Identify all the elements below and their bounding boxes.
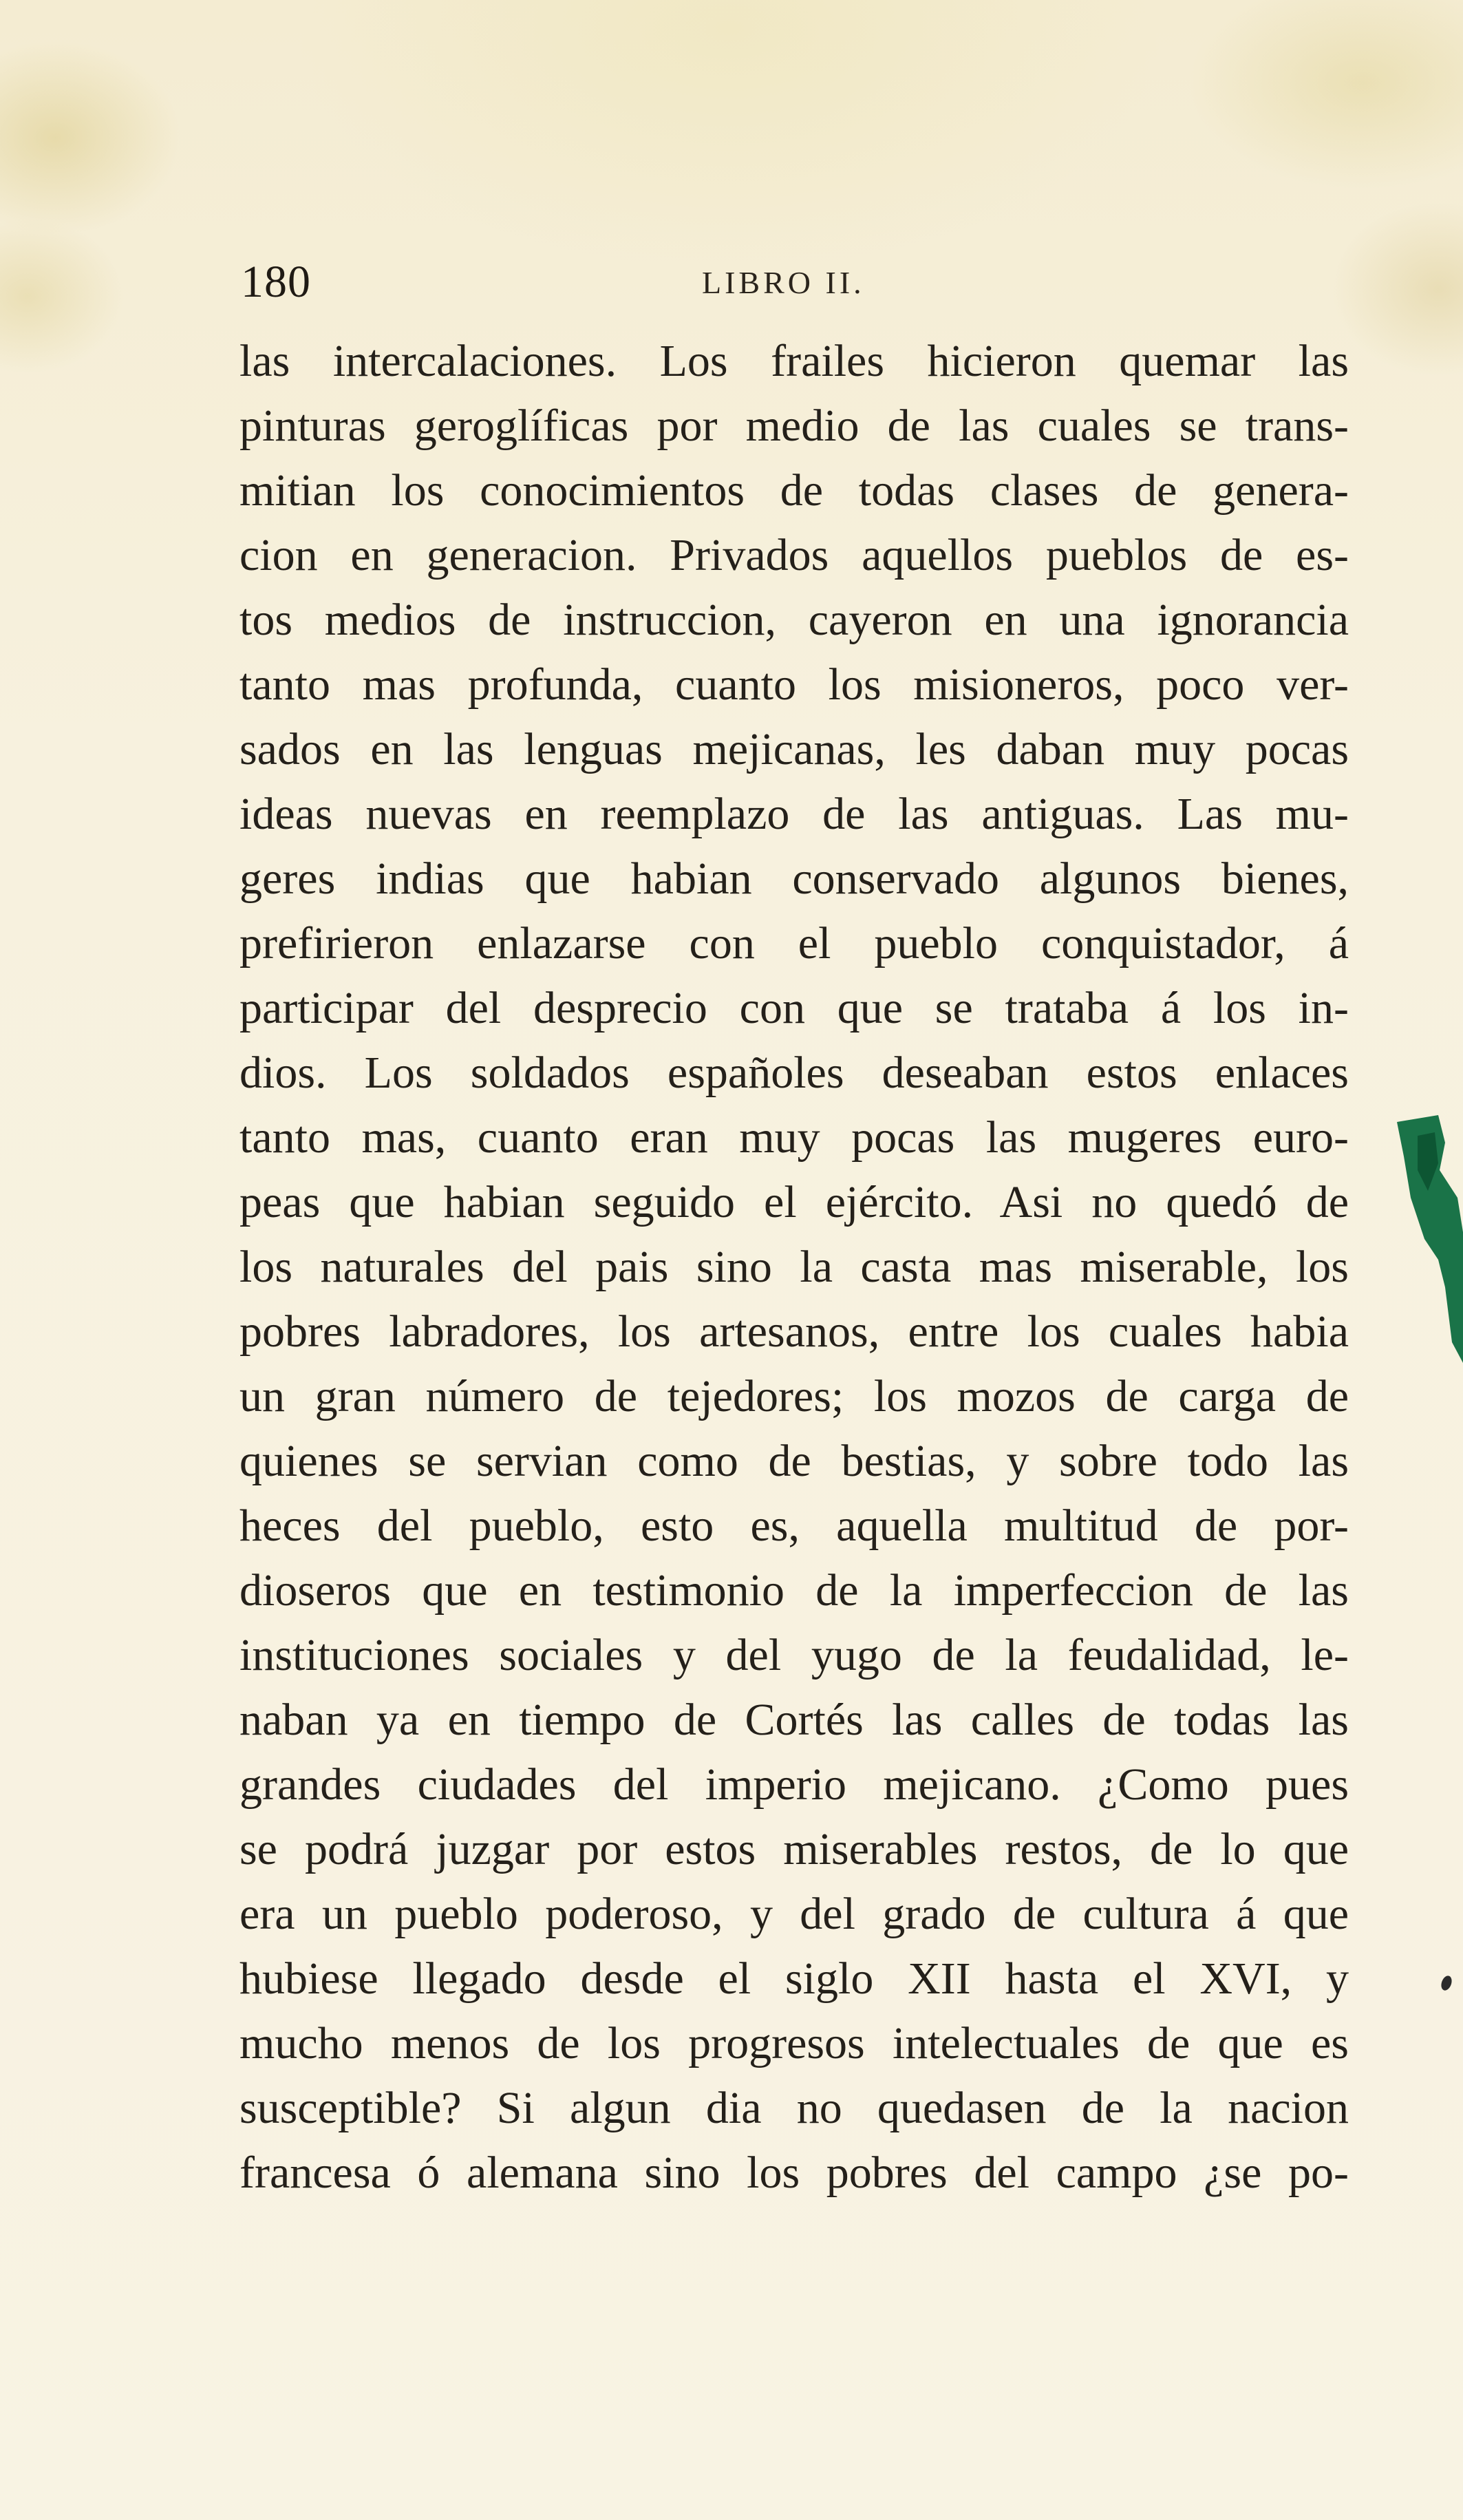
- text-line: mitian los conocimientos de todas clases de genera-: [239, 465, 1349, 516]
- text-line: instituciones sociales y del yugo de la feudalidad, le-: [239, 1630, 1349, 1680]
- text-line: tos medios de instruccion, cayeron en una ignorancia: [239, 595, 1349, 645]
- text-line: sados en las lenguas mejicanas, les daban muy pocas: [239, 724, 1349, 774]
- green-ink-mark: [1397, 1115, 1463, 1363]
- text-line: prefirieron enlazarse con el pueblo conquistador, á: [239, 918, 1349, 968]
- text-line: peas que habian seguido el ejército. Asi no quedó de: [239, 1177, 1349, 1227]
- text-line: francesa ó alemana sino los pobres del campo ¿se po-: [239, 2148, 1349, 2198]
- text-line: tanto mas profunda, cuanto los misioneros, poco ver-: [239, 659, 1349, 710]
- text-line: mucho menos de los progresos intelectuales de que es: [239, 2018, 1349, 2068]
- body-text: [239, 329, 1349, 2205]
- text-line: susceptible? Si algun dia no quedasen de la nacion: [239, 2083, 1349, 2133]
- text-line: hubiese llegado desde el siglo XII hasta el XVI, y: [239, 1953, 1349, 2004]
- text-line: quienes se servian como de bestias, y sobre todo las: [239, 1436, 1349, 1486]
- text-line: geres indias que habian conservado algunos bienes,: [239, 854, 1349, 904]
- text-line: dioseros que en testimonio de la imperfeccion de las: [239, 1565, 1349, 1616]
- text-line: pinturas geroglíficas por medio de las cuales se trans-: [239, 401, 1349, 451]
- text-line: ideas nuevas en reemplazo de las antiguas. Las mu-: [239, 789, 1349, 839]
- text-line: heces del pueblo, esto es, aquella multitud de por-: [239, 1501, 1349, 1551]
- text-line: un gran número de tejedores; los mozos de carga de: [239, 1371, 1349, 1421]
- text-line: cion en generacion. Privados aquellos pueblos de es-: [239, 530, 1349, 580]
- text-line: tanto mas, cuanto eran muy pocas las mugeres euro-: [239, 1112, 1349, 1163]
- running-head: LIBRO II.: [702, 265, 865, 300]
- ink-speck: [1440, 1974, 1454, 1991]
- text-line: se podrá juzgar por estos miserables restos, de lo que: [239, 1824, 1349, 1874]
- text-line: los naturales del pais sino la casta mas miserable, los: [239, 1242, 1349, 1292]
- text-line: naban ya en tiempo de Cortés las calles de todas las: [239, 1695, 1349, 1745]
- text-line: participar del desprecio con que se trataba á los in-: [239, 983, 1349, 1033]
- page-header: [241, 256, 1342, 311]
- text-line: era un pueblo poderoso, y del grado de cultura á que: [239, 1889, 1349, 1939]
- text-line: grandes ciudades del imperio mejicano. ¿Como pues: [239, 1759, 1349, 1810]
- text-line: las intercalaciones. Los frailes hicieron quemar las: [239, 336, 1349, 386]
- text-line: pobres labradores, los artesanos, entre los cuales habia: [239, 1306, 1349, 1357]
- page-number: 180: [241, 257, 311, 307]
- text-line: dios. Los soldados españoles deseaban estos enlaces: [239, 1048, 1349, 1098]
